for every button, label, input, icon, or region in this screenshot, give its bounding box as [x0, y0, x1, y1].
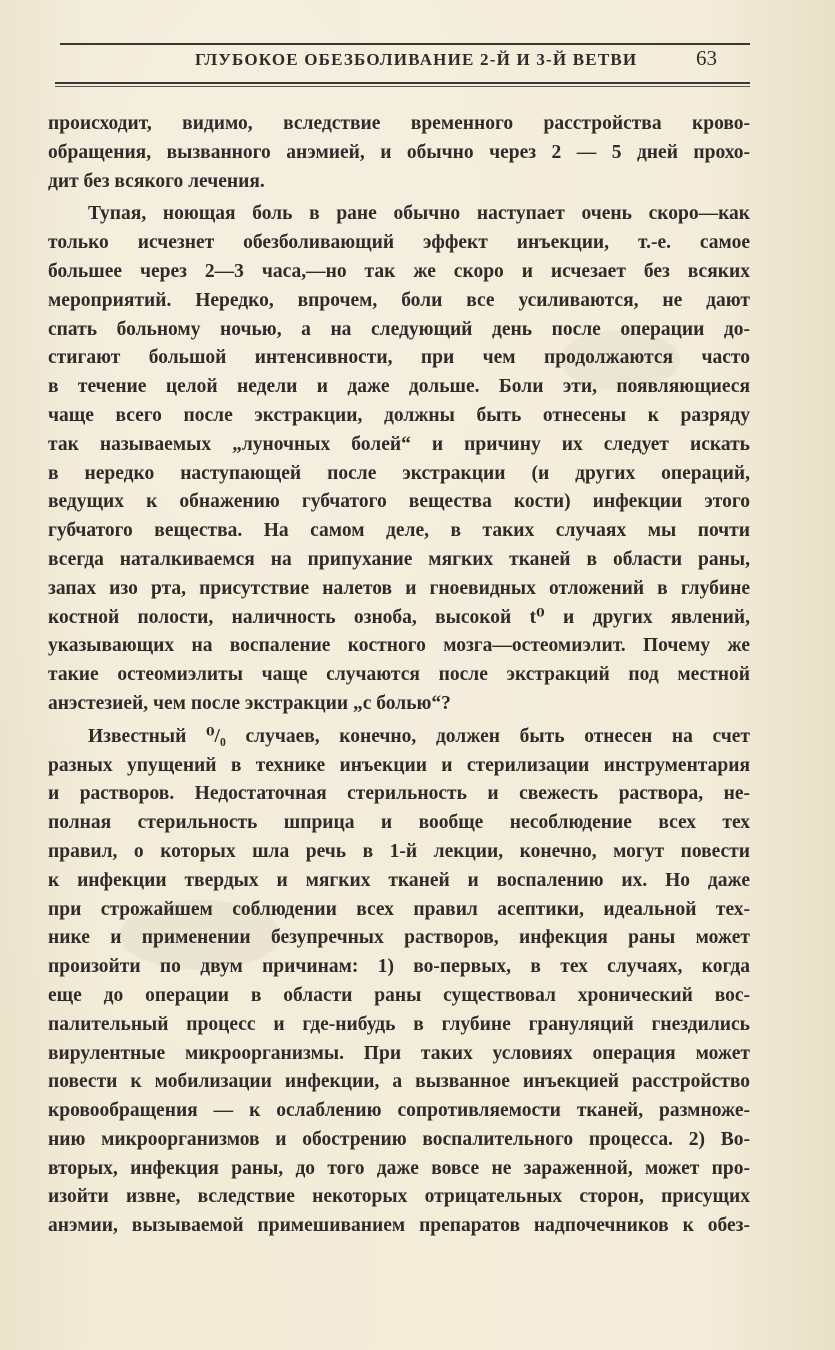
- text-line: чаще всего после экстракции, должны быть отнесены к разряду: [48, 404, 750, 426]
- text-line: стигают большой интенсивности, при чем продолжаются часто: [48, 347, 750, 369]
- body-text: [48, 110, 750, 1241]
- text-line: нию микроорганизмов и обострению воспалительного процесса. 2) Во-: [48, 1128, 750, 1150]
- text-line: губчатого вещества. На самом деле, в таких случаях мы почти: [48, 520, 750, 542]
- text-line: костной полости, наличность озноба, высокой t⁰ и других явлений,: [48, 606, 750, 628]
- text-line: вторых, инфекция раны, до того даже вовсе не зараженной, может про-: [48, 1157, 750, 1179]
- text-line: полная стерильность шприца и вообще несоблюдение всех тех: [48, 812, 750, 834]
- text-line: такие остеомиэлиты чаще случаются после экстракций под местной: [48, 664, 750, 686]
- header-rule-bottom: [55, 82, 750, 84]
- text-line: вирулентные микроорганизмы. При таких условиях операция может: [48, 1042, 750, 1064]
- header-rule-bottom-thin: [55, 86, 750, 87]
- text-line: в течение целой недели и даже дольше. Боли эти, появляющиеся: [48, 376, 750, 398]
- text-line: кровообращения — к ослаблению сопротивляемости тканей, размноже-: [48, 1100, 750, 1122]
- text-line: произойти по двум причинам: 1) во-первых, в тех случаях, когда: [48, 956, 750, 978]
- text-line: повести к мобилизации инфекции, а вызванное инъекцией расстройство: [48, 1071, 750, 1093]
- text-line: только исчезнет обезболивающий эффект инъекции, т.-е. самое: [48, 232, 750, 254]
- text-line: и растворов. Недостаточная стерильность и свежесть раствора, не-: [48, 783, 750, 805]
- text-line: Известный ⁰/₀ случаев, конечно, должен быть отнесен на счет: [88, 725, 750, 747]
- text-line: анэмии, вызываемой примешиванием препаратов надпочечников к обез-: [48, 1215, 750, 1237]
- text-line: анэстезией, чем после экстракции „с болью“?: [48, 692, 451, 714]
- text-line: ведущих к обнажению губчатого вещества кости) инфекции этого: [48, 491, 750, 513]
- text-line: обращения, вызванного анэмией, и обычно через 2 — 5 дней прохо-: [48, 141, 750, 163]
- text-line: разных упущений в технике инъекции и стерилизации инструментария: [48, 754, 750, 776]
- text-line: так называемых „луночных болей“ и причину их следует искать: [48, 433, 750, 455]
- text-line: в нередко наступающей после экстракции (и других операций,: [48, 462, 750, 484]
- text-line: большее через 2—3 часа,—но так же скоро и исчезает без всяких: [48, 260, 750, 282]
- text-line: указывающих на воспаление костного мозга—остеомиэлит. Почему же: [48, 635, 750, 657]
- text-line: запах изо рта, присутствие налетов и гноевидных отложений в глубине: [48, 577, 750, 599]
- text-line: к инфекции твердых и мягких тканей и воспалению их. Но даже: [48, 869, 750, 891]
- text-line: изойти извне, вследствие некоторых отрицательных сторон, присущих: [48, 1186, 750, 1208]
- text-line: нике и применении безупречных растворов, инфекция раны может: [48, 927, 750, 949]
- text-line: при строжайшем соблюдении всех правил асептики, идеальной тех-: [48, 898, 750, 920]
- text-line: спать больному ночью, а на следующий день после операции до-: [48, 318, 750, 340]
- text-line: всегда наталкиваемся на припухание мягких тканей в области раны,: [48, 548, 750, 570]
- running-head: ГЛУБОКОЕ ОБЕЗБОЛИВАНИЕ 2-Й И 3-Й ВЕТВИ: [195, 50, 638, 69]
- text-line: мероприятий. Нередко, впрочем, боли все усиливаются, не дают: [48, 289, 750, 311]
- page-number: 63: [696, 46, 717, 70]
- text-line: дит без всякого лечения.: [48, 170, 265, 192]
- text-line: палительный процесс и где-нибудь в глубине грануляций гнездились: [48, 1013, 750, 1035]
- text-line: происходит, видимо, вследствие временного расстройства крово-: [48, 113, 750, 134]
- header-rule-top: [60, 43, 750, 45]
- text-line: Тупая, ноющая боль в ране обычно наступает очень скоро—как: [88, 203, 750, 225]
- text-line: правил, о которых шла речь в 1-й лекции, конечно, могут повести: [48, 840, 750, 862]
- text-line: еще до операции в области раны существовал хронический вос-: [48, 984, 750, 1006]
